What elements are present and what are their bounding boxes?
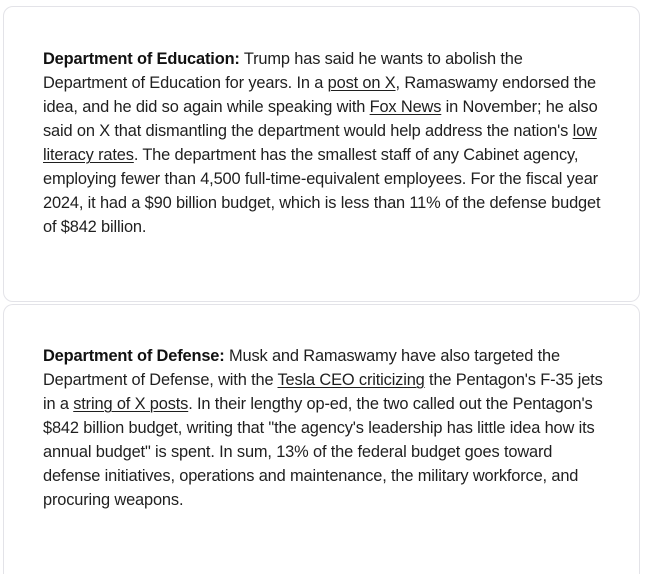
education-card: [3, 6, 640, 302]
defense-heading: Department of Defense:: [43, 347, 225, 365]
education-text-2: , Ramaswamy endorsed the idea, and he did so again while speaking with: [43, 74, 597, 116]
post-on-x-link[interactable]: post on X: [327, 74, 396, 92]
education-text-4: . The department has the smallest staff of any Cabinet agency, employing fewer than 4,500 full-time-equivalent employees. For the fiscal year 2024, it had a $90 billion budget, which is less than 11% of the defense budget of $842 billion.: [43, 146, 601, 236]
defense-paragraph: [43, 344, 608, 512]
defense-text-2: the Pentagon's F-35 jets in a: [43, 371, 603, 413]
tesla-ceo-criticizing-link[interactable]: Tesla CEO criticizing: [277, 371, 425, 389]
defense-text-1: Musk and Ramaswamy have also targeted the Department of Defense, with the: [43, 347, 560, 389]
fox-news-link[interactable]: Fox News: [369, 98, 442, 116]
education-text-1: Trump has said he wants to abolish the Department of Education for years. In a: [43, 50, 523, 92]
string-of-x-posts-link[interactable]: string of X posts: [73, 395, 189, 413]
education-paragraph: [43, 47, 608, 239]
defense-card: [3, 304, 640, 574]
defense-text-3: . In their lengthy op-ed, the two called out the Pentagon's $842 billion budget, writing that "the agency's leadership has little idea how its annual budget" is spent. In sum, 13% of the federal budget goes toward defense initiatives, operations and maintenance, the military workforce, and procuring weapons.: [43, 395, 595, 509]
education-heading: Department of Education:: [43, 50, 240, 68]
education-text-3: in November; he also said on X that dismantling the department would help address the nation's: [43, 98, 598, 140]
low-literacy-rates-link[interactable]: low literacy rates: [43, 122, 597, 164]
